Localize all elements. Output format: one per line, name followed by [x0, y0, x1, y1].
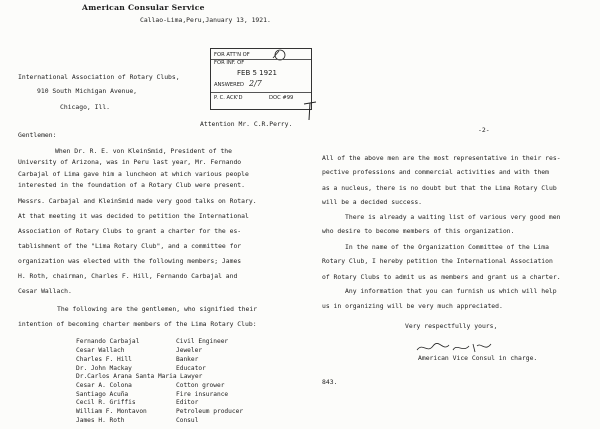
member-name: Santiago Acuña — [76, 391, 129, 398]
letterhead: American Consular Service — [82, 3, 205, 12]
member-name: Cesar A. Colona — [76, 382, 132, 389]
body-line: as a nucleus, there is no doubt but that the Lima Rotary Club — [322, 184, 557, 192]
body-line: pective professions and commercial activities and with them — [322, 168, 550, 176]
member-role: Lawyer — [180, 373, 203, 380]
stamp-pc: P. C. ACK'D — [214, 95, 243, 101]
stamp-divider — [211, 92, 311, 93]
addressee-line: Chicago, Ill. — [60, 103, 111, 111]
signature — [415, 340, 495, 352]
stamp-doc: DOC #99 — [269, 95, 294, 101]
body-line: us in organizing will be very much appreciated. — [322, 302, 503, 310]
body-line: Carbajal of Lima gave him a luncheon at which various people — [18, 170, 249, 178]
stamp-answered-handwriting: 2/7 — [249, 79, 262, 88]
member-name: William F. Montavon — [76, 408, 147, 415]
stamp-divider — [211, 59, 311, 60]
body-line: When Dr. R. E. von KleinSmid, President of the — [55, 147, 232, 155]
stamp-inf: FOR INF. OF — [214, 60, 245, 66]
place-date: Callao-Lima,Peru,January 13, 1921. — [140, 16, 271, 24]
body-line: organization was elected with the following members; James — [18, 257, 242, 265]
stamp-attn: FOR ATT'N OF — [214, 52, 250, 58]
body-line: Any information that you can furnish us which will help — [345, 287, 557, 295]
member-role: Fire insurance — [176, 391, 229, 398]
member-name: James H. Roth — [76, 417, 125, 424]
received-stamp — [210, 48, 312, 110]
body-line: Cesar Wallach. — [18, 287, 72, 295]
body-line: University of Arizona, was in Peru last year, Mr. Fernando — [18, 158, 242, 166]
body-line: H. Roth, chairman, Charles F. Hill, Fernando Carbajal and — [18, 272, 238, 280]
stamp-date: FEB 5 1921 — [237, 69, 277, 77]
signer-title: American Vice Consul in charge. — [418, 354, 538, 362]
body-line: Association of Rotary Clubs to grant a charter for the es- — [18, 227, 242, 235]
addressee-line: International Association of Rotary Clubs, — [18, 73, 180, 81]
member-role: Jeweler — [176, 347, 203, 354]
body-line: interested in the foundation of a Rotary Club were present. — [18, 181, 246, 189]
body-line: tablishment of the "Lima Rotary Club", and a committee for — [18, 242, 242, 250]
member-role: Petroleum producer — [176, 408, 244, 415]
member-role: Civil Engineer — [176, 338, 229, 345]
handwritten-mark-icon — [302, 100, 318, 122]
member-role: Banker — [176, 356, 199, 363]
body-line: There is already a waiting list of various very good men — [345, 213, 561, 221]
salutation: Gentlemen: — [18, 131, 57, 139]
body-line: At that meeting it was decided to petition the International — [18, 212, 249, 220]
addressee-line: 910 South Michigan Avenue, — [37, 87, 138, 95]
body-line: All of the above men are the most representative in their res- — [322, 154, 561, 162]
body-line: Messrs. Carbajal and KleinSmid made very good talks on Rotary. — [18, 197, 257, 205]
member-name: Cesar Wallach — [76, 347, 125, 354]
body-line: intention of becoming charter members of the Lima Rotary Club: — [18, 320, 257, 328]
member-name: Dr.Carlos Arana Santa Maria — [76, 373, 177, 380]
body-line: Rotary Club, I hereby petition the International Association — [322, 257, 553, 265]
member-name: Dr. John Mackay — [76, 365, 132, 372]
member-role: Consul — [176, 417, 199, 424]
stamp-answered: ANSWERED — [214, 82, 245, 88]
body-line: In the name of the Organization Committee of the Lima — [345, 243, 549, 251]
closing: Very respectfully yours, — [405, 322, 498, 330]
attention-line: Attention Mr. C.R.Perry. — [200, 120, 293, 128]
body-line: The following are the gentlemen, who signified their — [57, 305, 258, 313]
member-role: Educator — [176, 365, 206, 372]
member-name: Charles F. Hill — [76, 356, 132, 363]
body-line: who desire to become members of this organization. — [322, 227, 515, 235]
page-marker: -2- — [478, 126, 490, 134]
file-number: 843. — [322, 378, 338, 386]
member-role: Cotton grower — [176, 382, 225, 389]
body-line: will be a decided success. — [322, 198, 423, 206]
member-role: Editor — [176, 399, 199, 406]
body-line: of Rotary Clubs to admit us as members and grant us a charter. — [322, 273, 561, 281]
member-name: Cecil R. Griffis — [76, 399, 136, 406]
member-name: Fernando Carbajal — [76, 338, 140, 345]
